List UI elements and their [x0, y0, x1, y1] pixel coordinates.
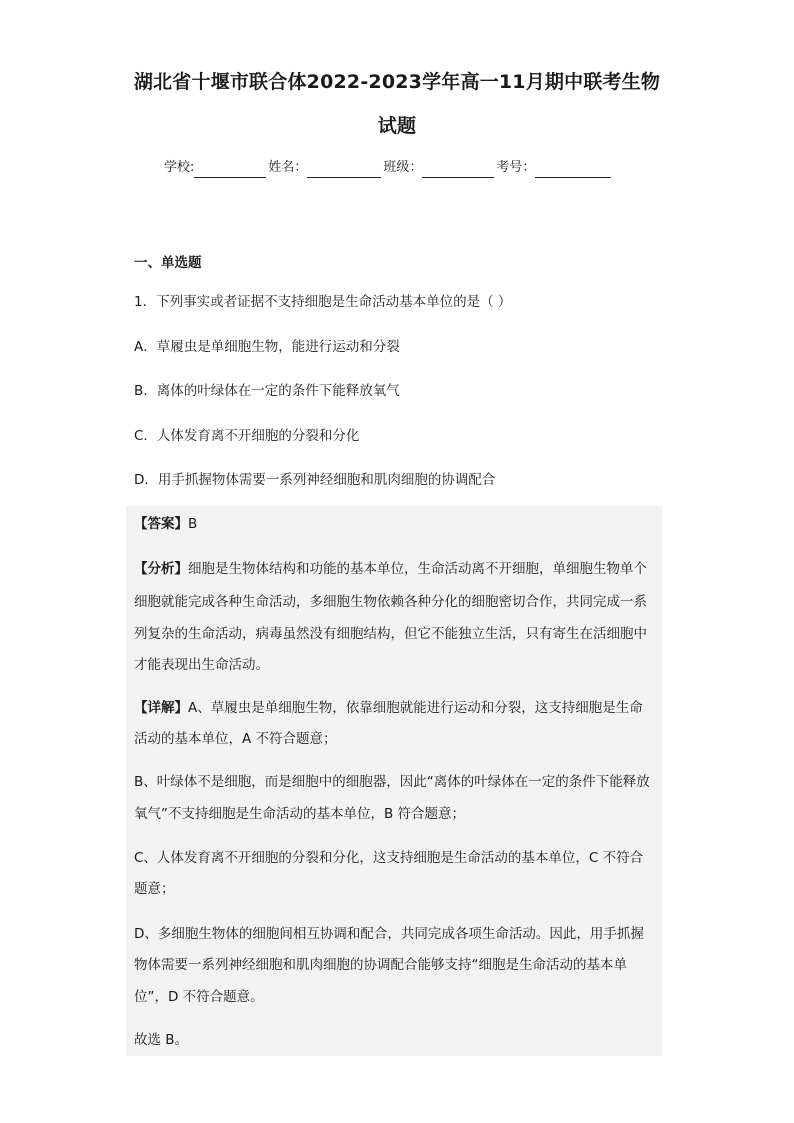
option-b: B．离体的叶绿体在一定的条件下能释放氧气 — [134, 383, 400, 399]
analysis-tag: 【分析】 — [134, 561, 188, 577]
number-blank — [535, 161, 611, 178]
school-label: 学校: — [164, 160, 195, 175]
detail-a-line-1 — [134, 699, 643, 717]
option-d: D．用手抓握物体需要一系列神经细胞和肌肉细胞的协调配合 — [134, 472, 496, 488]
detail-a-line-2: 活动的基本单位，A 不符合题意； — [134, 731, 337, 747]
analysis-line-4: 才能表现出生命活动。 — [134, 657, 269, 673]
name-label: 姓名： — [268, 160, 308, 175]
detail-c-line-2: 题意； — [134, 881, 175, 897]
analysis-line-2: 细胞就能完成各种生命活动，多细胞生物依赖各种分化的细胞密切合作，共同完成一系 — [134, 594, 647, 610]
class-blank — [422, 161, 494, 178]
option-c: C．人体发育离不开细胞的分裂和分化 — [134, 428, 360, 444]
detail-tag: 【详解】 — [134, 700, 188, 716]
section-heading: 一、单选题 — [134, 255, 202, 271]
detail-b-line-1: B、叶绿体不是细胞，而是细胞中的细胞器，因此“离体的叶绿体在一定的条件下能释放 — [134, 774, 650, 790]
number-label: 考号： — [496, 160, 536, 175]
analysis-text-1: 细胞是生物体结构和功能的基本单位，生命活动离不开细胞，单细胞生物单个 — [188, 561, 647, 577]
conclusion-line: 故选 B。 — [134, 1032, 189, 1048]
question-stem: 1．下列事实或者证据不支持细胞是生命活动基本单位的是（ ） — [134, 294, 512, 310]
student-info-row — [164, 158, 613, 178]
answer-line — [134, 515, 197, 533]
option-a: A．草履虫是单细胞生物，能进行运动和分裂 — [134, 339, 400, 355]
analysis-line-3: 列复杂的生命活动，病毒虽然没有细胞结构，但它不能独立生活，只有寄生在活细胞中 — [134, 626, 647, 642]
detail-c-line-1: C、人体发育离不开细胞的分裂和分化，这支持细胞是生命活动的基本单位，C 不符合 — [134, 850, 644, 866]
analysis-line-1 — [134, 560, 647, 578]
answer-value: B — [188, 516, 198, 532]
detail-b-line-2: 氧气”不支持细胞是生命活动的基本单位，B 符合题意； — [134, 806, 466, 822]
school-blank — [194, 161, 266, 178]
detail-d-line-2: 物体需要一系列神经细胞和肌肉细胞的协调配合能够支持“细胞是生命活动的基本单 — [134, 957, 627, 973]
document-title-line-2: 试题 — [377, 115, 417, 137]
detail-d-line-1: D、多细胞生物体的细胞间相互协调和配合，共同完成各项生命活动。因此，用手抓握 — [134, 926, 644, 942]
class-label: 班级： — [383, 160, 423, 175]
detail-a-text-1: A、草履虫是单细胞生物，依靠细胞就能进行运动和分裂，这支持细胞是生命 — [188, 700, 643, 716]
answer-tag: 【答案】 — [134, 516, 188, 532]
document-title-line-1: 湖北省十堰市联合体2022-2023学年高一11月期中联考生物 — [133, 71, 661, 93]
name-blank — [307, 161, 381, 178]
detail-d-line-3: 位”，D 不符合题意。 — [134, 989, 264, 1005]
